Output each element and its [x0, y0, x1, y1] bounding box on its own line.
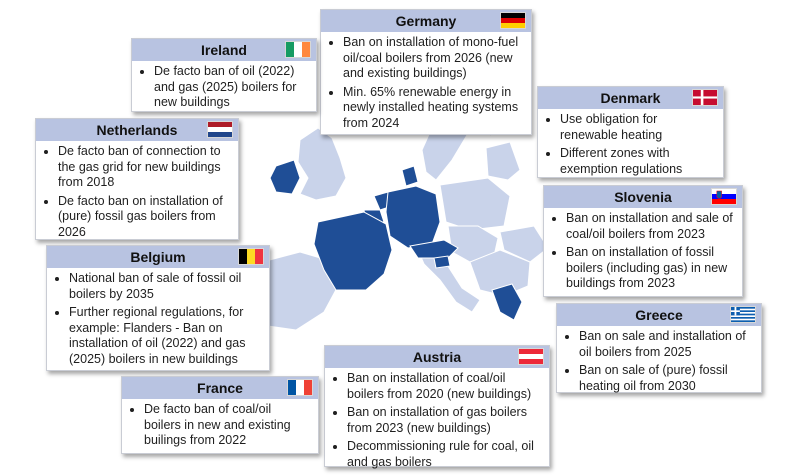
- card-germany: [320, 9, 532, 135]
- poland-shape: [440, 178, 510, 230]
- list-item: • De facto ban of coal/oil boilers in new and existing builings from 2022: [144, 402, 310, 449]
- list-item: • Ban on installation of fossil boilers (including gas) in new buildings from 2023: [566, 245, 734, 292]
- card-items: [132, 61, 316, 115]
- uk-shape: [298, 128, 346, 200]
- card-items: [557, 326, 761, 398]
- card-belgium: [46, 245, 270, 371]
- list-item: • De facto ban on installation of (pure) fossil gas boilers from 2026: [58, 194, 230, 241]
- card-header: [36, 119, 238, 141]
- flag-france: [288, 380, 312, 395]
- denmark-shape: [402, 166, 418, 186]
- flag-belgium: [239, 249, 263, 264]
- ireland-shape: [270, 160, 300, 194]
- flag-netherlands: [208, 122, 232, 137]
- baltic-shape: [486, 142, 520, 180]
- card-ireland: [131, 38, 317, 112]
- card-items: [325, 368, 549, 474]
- flag-germany: [501, 13, 525, 28]
- card-items: [122, 399, 318, 453]
- list-item: • Ban on sale of (pure) fossil heating oil from 2030: [579, 363, 753, 394]
- card-items: [36, 141, 238, 244]
- card-header: [325, 346, 549, 368]
- list-item: • Min. 65% renewable energy in newly installed heating systems from 2024: [343, 85, 523, 132]
- card-header: [544, 186, 742, 208]
- card-denmark: [537, 86, 724, 178]
- list-item: • Ban on installation of coal/oil boilers from 2020 (new buildings): [347, 371, 541, 402]
- list-item: • Ban on sale and installation of oil boilers from 2025: [579, 329, 753, 360]
- flag-slovenia: [712, 189, 736, 204]
- list-item: • Ban on installation of mono-fuel oil/coal boilers from 2026 (new and existing buildings): [343, 35, 523, 82]
- list-item: • De facto ban of oil (2022) and gas (2025) boilers for new buildings: [154, 64, 308, 111]
- list-item: • Ban on installation and sale of coal/oil boilers from 2023: [566, 211, 734, 242]
- flag-austria: [519, 349, 543, 364]
- card-header: [132, 39, 316, 61]
- card-items: [544, 208, 742, 296]
- card-title: Denmark: [600, 90, 661, 106]
- card-items: [47, 268, 269, 371]
- card-netherlands: [35, 118, 239, 240]
- card-title: Netherlands: [96, 122, 178, 138]
- card-header: [321, 10, 531, 32]
- list-item: • Use obligation for renewable heating: [560, 112, 715, 143]
- card-austria: [324, 345, 550, 467]
- list-item: • Further regional regulations, for example: Flanders - Ban on installation of oil (2022) and gas (2025) boilers in new buildings: [69, 305, 261, 367]
- card-title: Austria: [412, 349, 462, 365]
- list-item: • Decommissioning rule for coal, oil and gas boilers: [347, 439, 541, 470]
- flag-denmark: [693, 90, 717, 105]
- card-header: [47, 246, 269, 268]
- germany-shape: [386, 186, 440, 248]
- card-items: [538, 109, 723, 181]
- card-france: [121, 376, 319, 454]
- card-title: Belgium: [130, 249, 186, 265]
- flag-ireland: [286, 42, 310, 57]
- list-item: • National ban of sale of fossil oil boilers by 2035: [69, 271, 261, 302]
- list-item: • Different zones with exemption regulations: [560, 146, 715, 177]
- list-item: • Ban on installation of gas boilers from 2023 (new buildings): [347, 405, 541, 436]
- list-item: • De facto ban of connection to the gas grid for new buildings from 2018: [58, 144, 230, 191]
- card-header: [122, 377, 318, 399]
- card-header: [557, 304, 761, 326]
- card-items: [321, 32, 531, 135]
- flag-greece: [731, 307, 755, 322]
- card-slovenia: [543, 185, 743, 297]
- card-title: Slovenia: [614, 189, 672, 205]
- card-header: [538, 87, 723, 109]
- card-greece: [556, 303, 762, 393]
- card-title: Germany: [395, 13, 457, 29]
- card-title: France: [197, 380, 243, 396]
- card-title: Ireland: [201, 42, 247, 58]
- card-title: Greece: [635, 307, 683, 323]
- slovenia-shape: [434, 256, 450, 268]
